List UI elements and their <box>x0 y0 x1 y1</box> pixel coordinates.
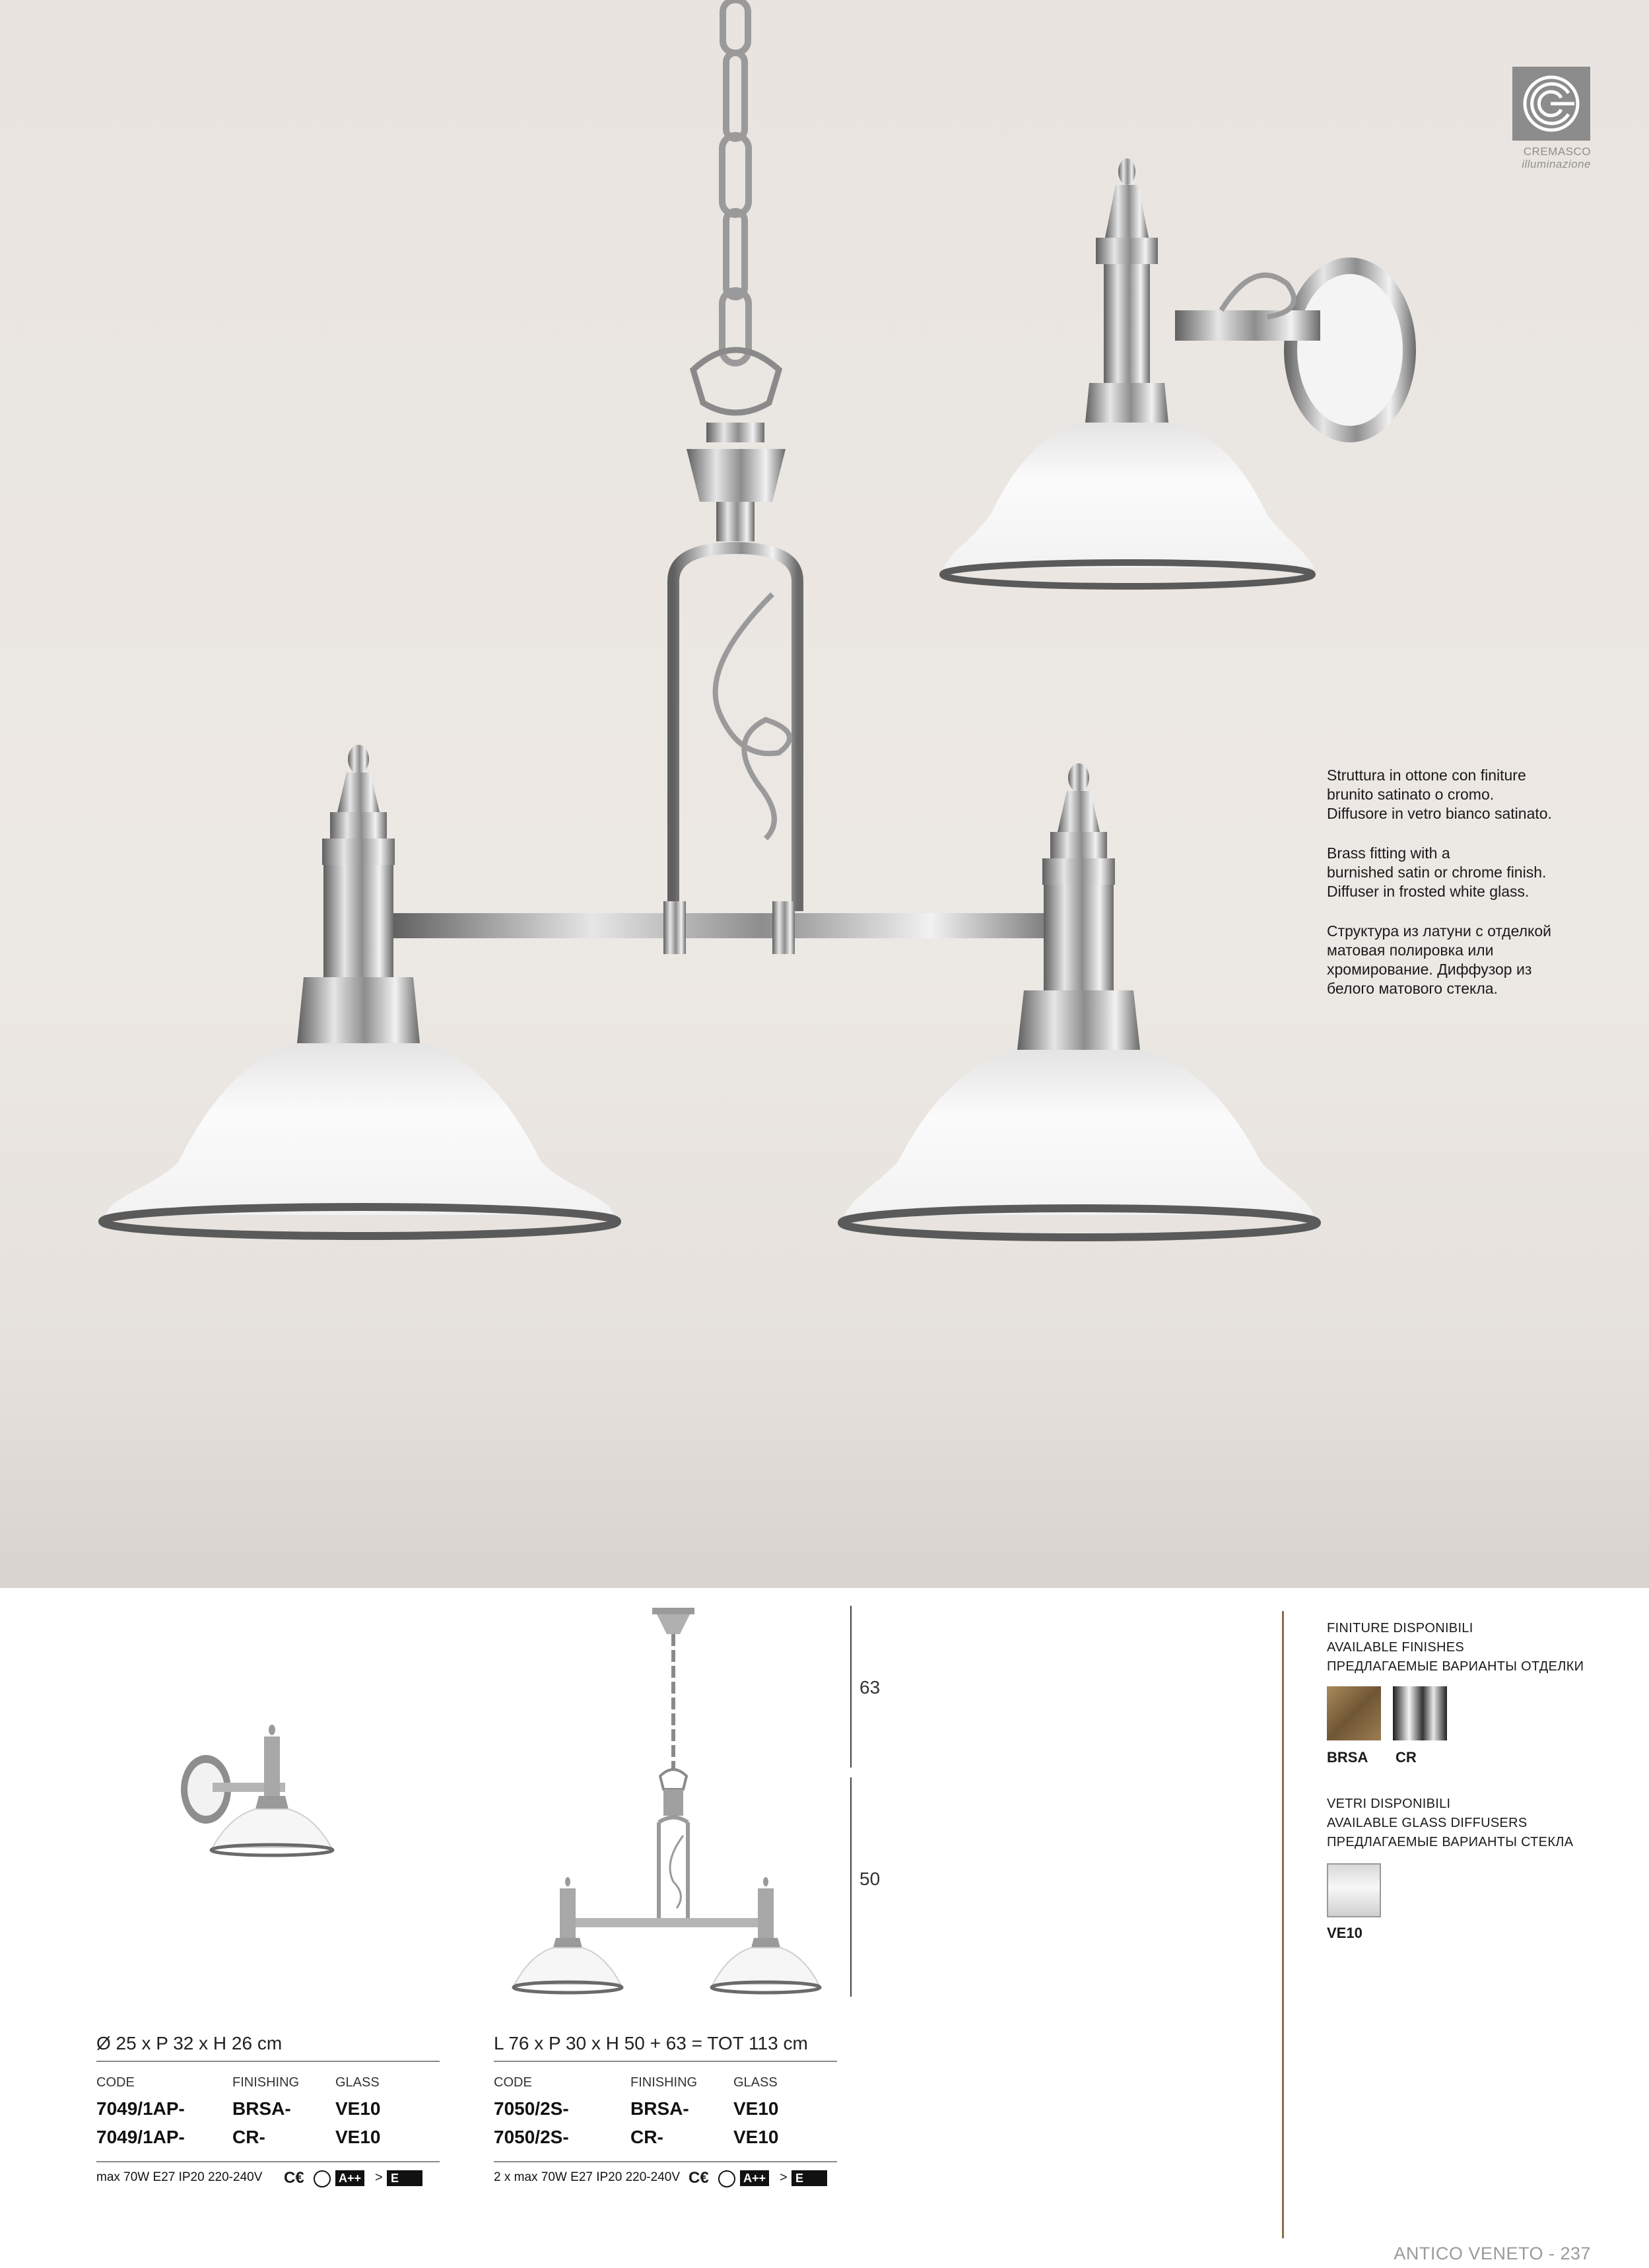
chain-height-label: 63 <box>859 1677 881 1698</box>
pendant-col-finishing: FINISHING <box>630 2075 698 2090</box>
swatch-cr <box>1393 1686 1447 1740</box>
energy-max-badge: E <box>791 2170 827 2186</box>
description-line: Diffusore in vetro bianco satinato. <box>1327 805 1552 822</box>
glasses-heading-it: VETRI DISPONIBILI <box>1327 1797 1451 1811</box>
wall-spec: max 70W E27 IP20 220-240V <box>96 2170 263 2184</box>
description-line: burnished satin or chrome finish. <box>1327 864 1547 881</box>
swatch-ve10 <box>1327 1863 1381 1917</box>
description-line: Struttura in ottone con finiture <box>1327 767 1526 784</box>
finishes-heading <box>1327 1619 1584 1676</box>
energy-class-badge: A++ <box>335 2170 364 2186</box>
swatch-brsa-label: BRSA <box>1327 1749 1368 1766</box>
wall-row2-finishing: CR- <box>232 2127 265 2147</box>
ground-symbol-icon <box>718 2170 735 2187</box>
wall-row2-code: 7049/1AP- <box>96 2127 185 2147</box>
height-marker-chain <box>850 1606 852 1768</box>
pendant-divider <box>494 2061 837 2062</box>
pendant-lamp-thumbnail <box>488 1585 858 2007</box>
brand-tagline: illuminazione <box>1522 158 1591 170</box>
height-marker-body <box>850 1777 852 1997</box>
pendant-spec: 2 x max 70W E27 IP20 220-240V <box>494 2170 680 2184</box>
ground-symbol-icon <box>314 2170 331 2187</box>
description-ru <box>1327 922 1617 998</box>
finishes-heading-ru: ПРЕДЛАГАЕМЫЕ ВАРИАНТЫ ОТДЕЛКИ <box>1327 1659 1584 1674</box>
description-it <box>1327 766 1617 823</box>
description-line: Структура из латуни с отделкой <box>1327 922 1552 940</box>
pendant-row2-finishing: CR- <box>630 2127 663 2147</box>
energy-arrow: > <box>780 2170 788 2185</box>
finishes-heading-it: FINITURE DISPONIBILI <box>1327 1621 1473 1635</box>
wall-divider-bottom <box>96 2161 440 2162</box>
wall-col-finishing: FINISHING <box>232 2075 300 2090</box>
description-line: Brass fitting with a <box>1327 844 1450 862</box>
energy-class-badge: A++ <box>740 2170 769 2186</box>
pendant-row1-code: 7050/2S- <box>494 2098 569 2119</box>
wall-lamp-thumbnail <box>173 1723 345 1875</box>
description-line: матовая полировка или <box>1327 942 1494 959</box>
pendant-divider-bottom <box>494 2161 837 2162</box>
energy-arrow: > <box>375 2170 383 2185</box>
pendant-row1-glass: VE10 <box>733 2098 779 2119</box>
wall-col-code: CODE <box>96 2075 135 2090</box>
column-divider <box>1282 1611 1284 2238</box>
swatch-cr-label: CR <box>1396 1749 1417 1766</box>
pendant-row2-glass: VE10 <box>733 2127 779 2147</box>
glasses-heading <box>1327 1795 1573 1852</box>
page-footer: ANTICO VENETO - 237 <box>1394 2244 1591 2263</box>
wall-divider <box>96 2061 440 2062</box>
pendant-col-code: CODE <box>494 2075 532 2090</box>
pendant-row1-finishing: BRSA- <box>630 2098 689 2119</box>
finishes-heading-en: AVAILABLE FINISHES <box>1327 1640 1465 1655</box>
swatch-ve10-label: VE10 <box>1327 1925 1363 1941</box>
description-line: brunito satinato o cromo. <box>1327 786 1495 803</box>
pendant-col-glass: GLASS <box>733 2075 778 2090</box>
description-line: белого матового стекла. <box>1327 980 1498 997</box>
wall-col-glass: GLASS <box>335 2075 380 2090</box>
energy-max-badge: E <box>387 2170 422 2186</box>
wall-row2-glass: VE10 <box>335 2127 381 2147</box>
glasses-heading-en: AVAILABLE GLASS DIFFUSERS <box>1327 1816 1528 1830</box>
wall-row1-glass: VE10 <box>335 2098 381 2119</box>
description-en <box>1327 844 1617 901</box>
description-line: Diffuser in frosted white glass. <box>1327 883 1530 900</box>
pendant-row2-code: 7050/2S- <box>494 2127 569 2147</box>
glasses-heading-ru: ПРЕДЛАГАЕМЫЕ ВАРИАНТЫ СТЕКЛА <box>1327 1835 1574 1849</box>
body-height-label: 50 <box>859 1869 881 1889</box>
brand-title: CREMASCO <box>1523 145 1591 158</box>
wall-row1-finishing: BRSA- <box>232 2098 291 2119</box>
ce-mark-icon: C€ <box>689 2169 709 2187</box>
swatch-brsa <box>1327 1686 1381 1740</box>
wall-dimensions: Ø 25 x P 32 x H 26 cm <box>96 2033 283 2053</box>
wall-row1-code: 7049/1AP- <box>96 2098 185 2119</box>
description-line: хромирование. Диффузор из <box>1327 961 1532 978</box>
pendant-dimensions: L 76 x P 30 x H 50 + 63 = TOT 113 cm <box>494 2033 808 2053</box>
ce-mark-icon: C€ <box>284 2169 304 2187</box>
